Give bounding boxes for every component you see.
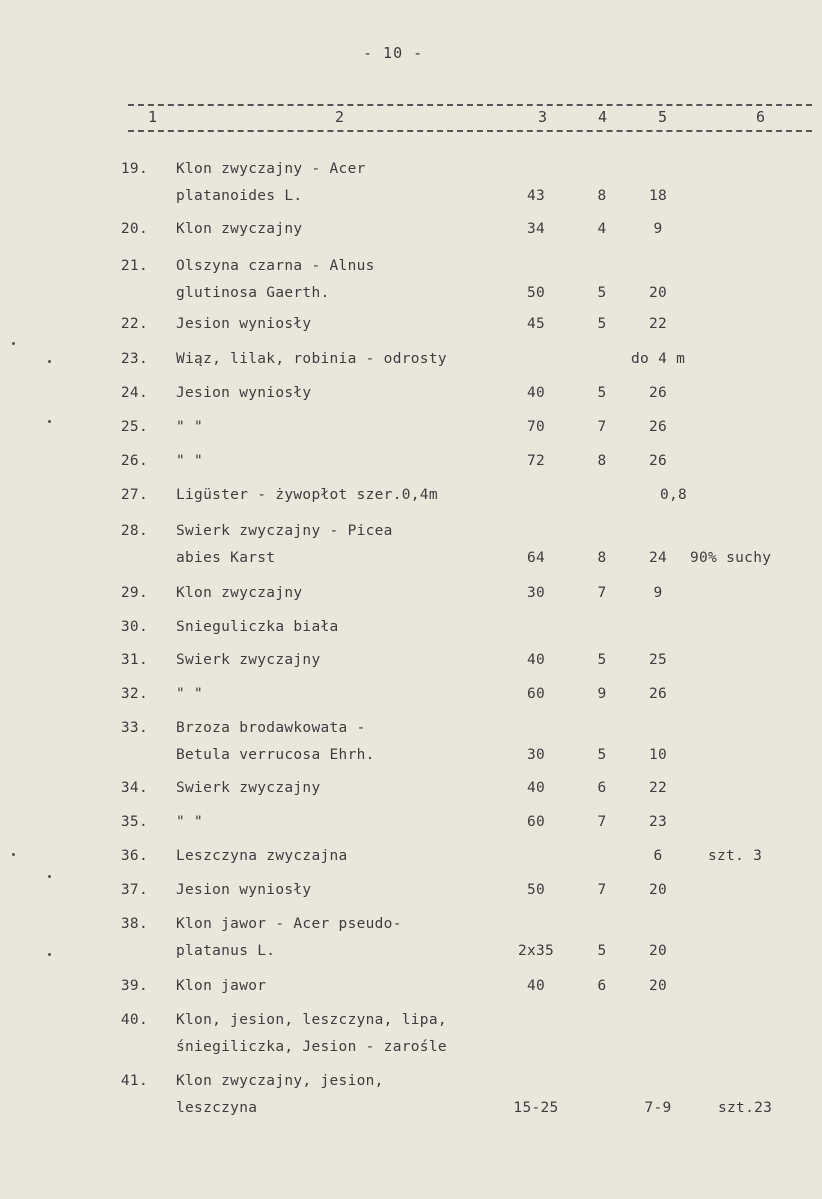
species-name: Klon zwyczajny, jesion, — [176, 1073, 384, 1089]
margin-mark — [48, 953, 51, 956]
col5-value: 18 — [648, 188, 668, 204]
col3-value: 40 — [526, 978, 546, 994]
col5-value: 20 — [648, 882, 668, 898]
col5-value: 25 — [648, 652, 668, 668]
col5-value: 7-9 — [644, 1100, 672, 1116]
page-number: - 10 - — [363, 44, 424, 62]
col5-value: 26 — [648, 686, 668, 702]
col4-value: 7 — [597, 585, 607, 601]
col4-value: 5 — [597, 943, 607, 959]
col5-value: 20 — [648, 978, 668, 994]
col3-value: 40 — [526, 780, 546, 796]
row-number: 26. — [120, 453, 148, 469]
row-number: 35. — [120, 814, 148, 830]
species-name: Jesion wyniosły — [176, 385, 312, 401]
col3-value: 2x35 — [517, 943, 555, 959]
col5-value: 24 — [648, 550, 668, 566]
col5-value: 26 — [648, 419, 668, 435]
species-name: Jesion wyniosły — [176, 316, 312, 332]
col5-value: 26 — [648, 453, 668, 469]
col4-value: 5 — [597, 747, 607, 763]
header-bottom-rule — [128, 130, 812, 132]
column-header-1: 1 — [148, 108, 158, 126]
row-number: 38. — [120, 916, 148, 932]
row-number: 36. — [120, 848, 148, 864]
row-number: 27. — [120, 487, 148, 503]
species-name: platanoides L. — [176, 188, 303, 204]
species-name: Swierk zwyczajny — [176, 780, 321, 796]
col4-value: 8 — [597, 550, 607, 566]
col4-value: 9 — [597, 686, 607, 702]
species-name: Wiąz, lilak, robinia - odrosty — [176, 351, 447, 367]
species-name: abies Karst — [176, 550, 276, 566]
col3-value: 60 — [526, 686, 546, 702]
species-name: Klon zwyczajny — [176, 221, 303, 237]
col3-value: 34 — [526, 221, 546, 237]
col4-value: 7 — [597, 882, 607, 898]
species-name: Swierk zwyczajny - Picea — [176, 523, 393, 539]
col5-value: 6 — [653, 848, 663, 864]
column-header-6: 6 — [756, 108, 766, 126]
species-name: glutinosa Gaerth. — [176, 285, 330, 301]
col5-value: 26 — [648, 385, 668, 401]
col3-value: 70 — [526, 419, 546, 435]
col3-value: 60 — [526, 814, 546, 830]
column-header-5: 5 — [658, 108, 668, 126]
margin-mark — [48, 420, 51, 423]
row-number: 40. — [120, 1012, 148, 1028]
col3-value: 50 — [526, 882, 546, 898]
column-header-3: 3 — [538, 108, 548, 126]
species-name: " " — [176, 453, 204, 469]
species-name: Klon jawor - Acer pseudo- — [176, 916, 402, 932]
col5-value: 10 — [648, 747, 668, 763]
col5-value: 9 — [653, 221, 663, 237]
col4-value: 7 — [597, 814, 607, 830]
header-top-rule — [128, 104, 812, 106]
margin-mark — [12, 853, 15, 856]
species-name: " " — [176, 419, 204, 435]
species-name: Snieguliczka biała — [176, 619, 339, 635]
col4-value: 6 — [597, 978, 607, 994]
col3-value: 40 — [526, 385, 546, 401]
col4-value: 8 — [597, 453, 607, 469]
species-name: Klon jawor — [176, 978, 267, 994]
col6-remark: 90% suchy — [690, 550, 772, 566]
col3-value: 45 — [526, 316, 546, 332]
row-number: 33. — [120, 720, 148, 736]
col5-value: 22 — [648, 780, 668, 796]
species-name: śniegiliczka, Jesion - zarośle — [176, 1039, 447, 1055]
row-number: 19. — [120, 161, 148, 177]
species-name: " " — [176, 814, 204, 830]
species-name: Leszczyna zwyczajna — [176, 848, 348, 864]
col4-value: 5 — [597, 285, 607, 301]
species-name: Swierk zwyczajny — [176, 652, 321, 668]
col3-value: 50 — [526, 285, 546, 301]
column-header-2: 2 — [335, 108, 345, 126]
row-number: 32. — [120, 686, 148, 702]
species-name: platanus L. — [176, 943, 276, 959]
row-number: 37. — [120, 882, 148, 898]
col5-value: 20 — [648, 285, 668, 301]
row-number: 24. — [120, 385, 148, 401]
col5-value: 22 — [648, 316, 668, 332]
col5-value: 9 — [653, 585, 663, 601]
column-header-4: 4 — [598, 108, 608, 126]
col6-remark: szt.23 — [718, 1100, 773, 1116]
species-name: " " — [176, 686, 204, 702]
col5-value: 0,8 — [660, 487, 688, 503]
col4-value: 7 — [597, 419, 607, 435]
col4-value: 5 — [597, 316, 607, 332]
species-name: Klon zwyczajny - Acer — [176, 161, 366, 177]
col4-value: 4 — [597, 221, 607, 237]
col3-value: 64 — [526, 550, 546, 566]
col5-value: do 4 m — [631, 351, 686, 367]
species-name: Jesion wyniosły — [176, 882, 312, 898]
col4-value: 5 — [597, 385, 607, 401]
row-number: 30. — [120, 619, 148, 635]
margin-mark — [12, 342, 15, 345]
col5-value: 23 — [648, 814, 668, 830]
row-number: 25. — [120, 419, 148, 435]
col3-value: 72 — [526, 453, 546, 469]
row-number: 28. — [120, 523, 148, 539]
row-number: 31. — [120, 652, 148, 668]
row-number: 34. — [120, 780, 148, 796]
species-name: Klon, jesion, leszczyna, lipa, — [176, 1012, 447, 1028]
row-number: 39. — [120, 978, 148, 994]
col3-value: 43 — [526, 188, 546, 204]
species-name: leszczyna — [176, 1100, 258, 1116]
margin-mark — [48, 875, 51, 878]
col4-value: 8 — [597, 188, 607, 204]
col3-value: 30 — [526, 585, 546, 601]
col5-value: 20 — [648, 943, 668, 959]
margin-mark — [48, 360, 51, 363]
row-number: 23. — [120, 351, 148, 367]
row-number: 22. — [120, 316, 148, 332]
species-name: Betula verrucosa Ehrh. — [176, 747, 375, 763]
row-number: 29. — [120, 585, 148, 601]
col3-value: 15-25 — [513, 1100, 559, 1116]
col3-value: 40 — [526, 652, 546, 668]
species-name: Ligüster - żywopłot szer.0,4m — [176, 487, 438, 503]
col4-value: 6 — [597, 780, 607, 796]
species-name: Brzoza brodawkowata - — [176, 720, 366, 736]
row-number: 21. — [120, 258, 148, 274]
col6-remark: szt. 3 — [708, 848, 763, 864]
row-number: 20. — [120, 221, 148, 237]
species-name: Olszyna czarna - Alnus — [176, 258, 375, 274]
col3-value: 30 — [526, 747, 546, 763]
row-number: 41. — [120, 1073, 148, 1089]
species-name: Klon zwyczajny — [176, 585, 303, 601]
col4-value: 5 — [597, 652, 607, 668]
